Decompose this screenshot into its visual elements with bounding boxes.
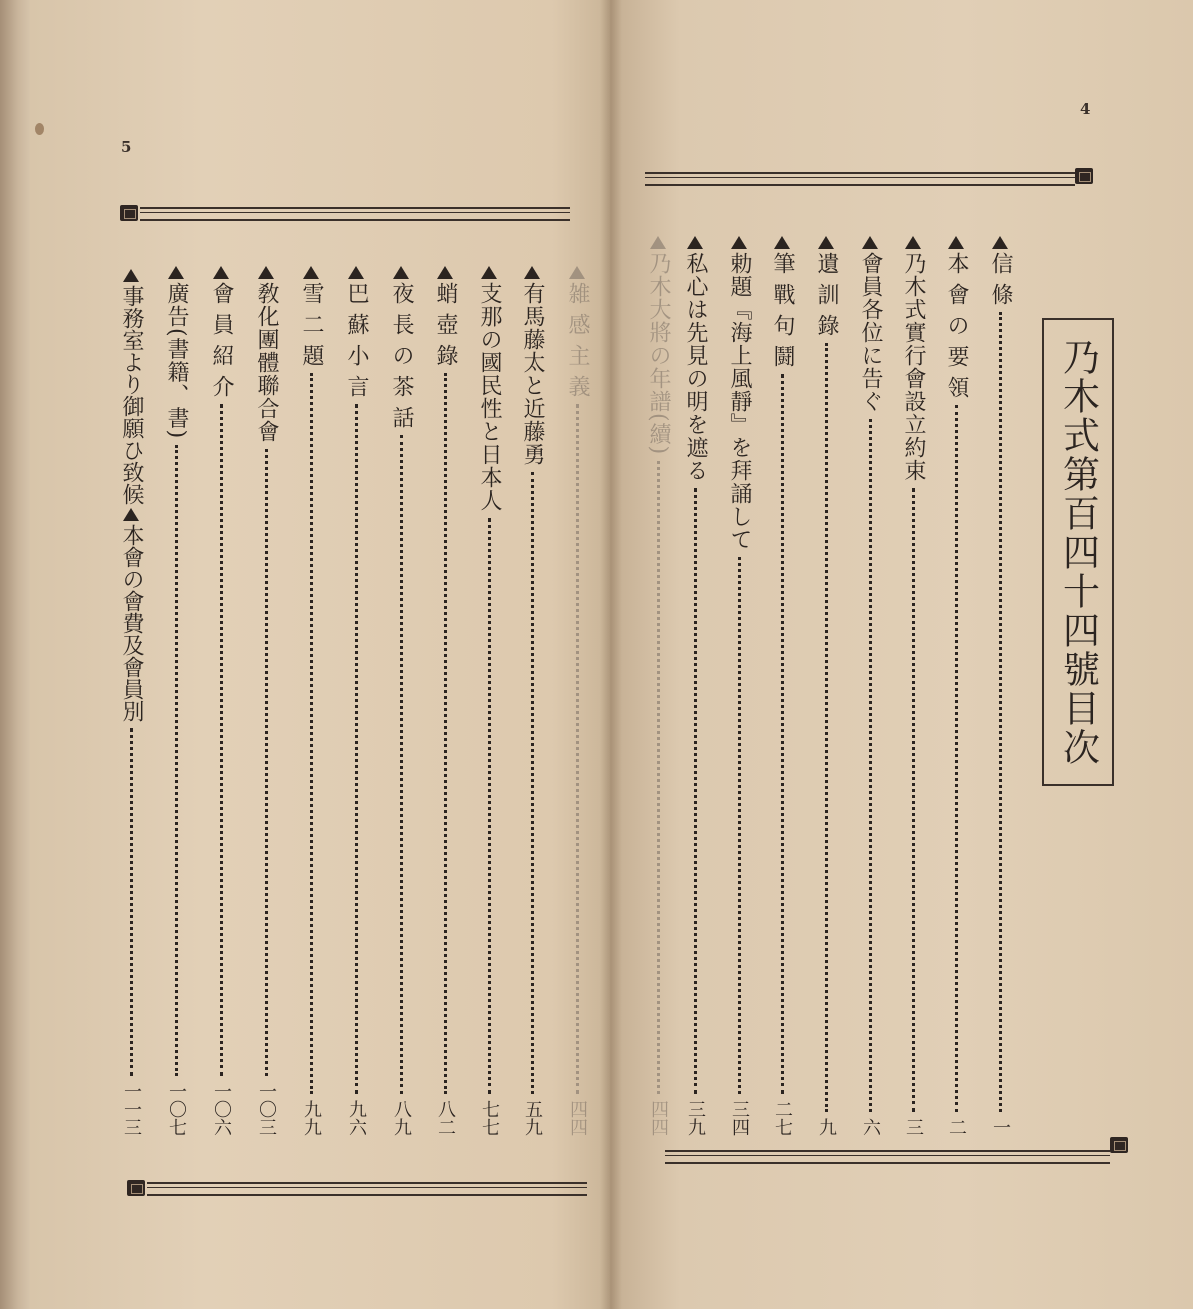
top-rule-left <box>140 207 570 221</box>
triangle-bullet-icon <box>905 236 921 249</box>
top-rule-right <box>645 172 1075 186</box>
dot-leader <box>912 488 915 1112</box>
dot-leader <box>531 472 534 1094</box>
toc-entry-page: 三九 <box>685 1100 706 1136</box>
toc-entry-title: 敎化團體聯合會 <box>254 282 279 443</box>
dot-leader <box>999 312 1002 1112</box>
toc-entry <box>855 236 885 1136</box>
dot-leader <box>175 445 178 1076</box>
toc-entry-title: 蛸 壺 錄 <box>433 282 458 367</box>
dot-leader <box>130 728 133 1076</box>
toc-entry-title: 勅題『海上風靜』を拜誦して <box>727 252 752 551</box>
dot-leader <box>657 461 660 1094</box>
toc-entry-page: 九 <box>816 1118 837 1136</box>
dot-leader <box>869 419 872 1112</box>
toc-entry <box>941 236 971 1136</box>
toc-entry-title: 雪 二 題 <box>299 282 324 367</box>
triangle-bullet-icon <box>569 266 585 279</box>
toc-entry-title: 乃木式實行會設立約束 <box>901 252 926 482</box>
toc-entry <box>251 266 281 1136</box>
triangle-bullet-icon <box>818 236 834 249</box>
dot-leader <box>955 405 958 1112</box>
triangle-bullet-icon <box>348 266 364 279</box>
triangle-bullet-icon <box>168 266 184 279</box>
toc-entry-title: 支那の國民性と日本人 <box>477 282 502 512</box>
triangle-bullet-icon <box>731 236 747 249</box>
toc-entry-page: 七七 <box>479 1100 500 1136</box>
triangle-bullet-icon <box>481 266 497 279</box>
triangle-bullet-icon <box>524 266 540 279</box>
toc-entry-title: 事務室より御願ひ致候 <box>119 285 144 505</box>
book-gutter <box>600 0 622 1309</box>
dot-leader <box>400 435 403 1094</box>
left-page-number: 5 <box>121 138 132 156</box>
toc-entry-title: 筆 戰 句 鬪 <box>770 252 795 368</box>
page-edge <box>0 0 30 1309</box>
toc-entry-page: 四四 <box>648 1100 669 1136</box>
toc-entry <box>680 236 710 1136</box>
toc-entry-page: 九九 <box>301 1100 322 1136</box>
triangle-bullet-icon <box>650 236 666 249</box>
toc-entry-page: 四四 <box>567 1100 588 1136</box>
bottom-rule-left <box>147 1182 587 1196</box>
dot-leader <box>488 518 491 1094</box>
toc-entry <box>643 236 673 1136</box>
toc-entry <box>811 236 841 1136</box>
right-page-number: 4 <box>1080 100 1091 118</box>
bottom-rule-right <box>665 1150 1110 1164</box>
toc-entry <box>206 266 236 1136</box>
triangle-bullet-icon <box>123 269 139 282</box>
toc-entry-page: 二 <box>946 1118 967 1136</box>
toc-entry-title: 雑 感 主 義 <box>565 282 590 398</box>
rule-ornament-icon <box>120 205 138 221</box>
dot-leader <box>444 373 447 1094</box>
toc-entry-title: 私心は先見の明を遮る <box>683 252 708 482</box>
paper-stain <box>35 123 44 135</box>
toc-entry <box>296 266 326 1136</box>
triangle-bullet-icon <box>258 266 274 279</box>
toc-entry <box>562 266 592 1136</box>
toc-entry-page: 一〇七 <box>166 1082 187 1136</box>
toc-entry-page: 三四 <box>729 1100 750 1136</box>
toc-entry-title: 本 會 の 要 領 <box>944 252 969 399</box>
dot-leader <box>265 449 268 1076</box>
toc-heading-box <box>1042 318 1114 786</box>
triangle-bullet-icon <box>437 266 453 279</box>
dot-leader <box>738 557 741 1094</box>
toc-entry-page: 一 <box>990 1118 1011 1136</box>
toc-entry <box>474 266 504 1136</box>
toc-entry-page: 三 <box>903 1118 924 1136</box>
triangle-bullet-icon <box>774 236 790 249</box>
toc-entry-title: 乃木大將の年譜(續) <box>646 252 671 456</box>
toc-entry-title: 遺 訓 錄 <box>814 252 839 337</box>
rule-ornament-icon <box>1075 168 1093 184</box>
triangle-bullet-icon <box>303 266 319 279</box>
toc-entry-page: 八二 <box>435 1100 456 1136</box>
triangle-bullet-icon <box>992 236 1008 249</box>
toc-entry-title: 廣告(書籍、書) <box>164 282 189 440</box>
toc-entry-page: 六 <box>860 1118 881 1136</box>
rule-ornament-icon <box>1110 1137 1128 1153</box>
toc-heading: 乃木式第百四十四號目次 <box>1056 337 1100 767</box>
dot-leader <box>825 343 828 1112</box>
dot-leader <box>576 404 579 1094</box>
toc-entry <box>724 236 754 1136</box>
dot-leader <box>355 404 358 1094</box>
toc-entry-title: 夜 長 の 茶 話 <box>389 282 414 429</box>
triangle-bullet-icon <box>393 266 409 279</box>
triangle-bullet-icon <box>213 266 229 279</box>
toc-entry-page: 一〇六 <box>211 1082 232 1136</box>
triangle-bullet-icon <box>687 236 703 249</box>
toc-entry-title: 有馬藤太と近藤勇 <box>520 282 545 466</box>
toc-entry-page: 八九 <box>391 1100 412 1136</box>
dot-leader <box>310 373 313 1094</box>
toc-entry <box>341 266 371 1136</box>
dot-leader <box>694 488 697 1094</box>
triangle-bullet-icon <box>123 508 139 521</box>
dot-leader <box>781 374 784 1094</box>
rule-ornament-icon <box>127 1180 145 1196</box>
toc-entry-page: 五九 <box>522 1100 543 1136</box>
dot-leader <box>220 404 223 1076</box>
toc-entry-page: 一〇三 <box>256 1082 277 1136</box>
triangle-bullet-icon <box>948 236 964 249</box>
toc-entry <box>898 236 928 1136</box>
toc-entry <box>430 266 460 1136</box>
toc-entry-title: 本會の會費及會員別 <box>119 524 144 722</box>
toc-entry-title: 信 條 <box>988 252 1013 306</box>
toc-entry-page: 九六 <box>346 1100 367 1136</box>
toc-entry <box>767 236 797 1136</box>
toc-entry <box>114 266 148 1136</box>
toc-entry <box>517 266 547 1136</box>
toc-entry <box>161 266 191 1136</box>
toc-entry-page: 二七 <box>772 1100 793 1136</box>
toc-entry-title: 會員各位に告ぐ <box>858 252 883 413</box>
toc-entry <box>985 236 1015 1136</box>
triangle-bullet-icon <box>862 236 878 249</box>
toc-entry-title: 會 員 紹 介 <box>209 282 234 398</box>
toc-entry-page: 一一三 <box>121 1082 142 1136</box>
toc-entry-title: 巴 蘇 小 言 <box>344 282 369 398</box>
toc-entry <box>386 266 416 1136</box>
